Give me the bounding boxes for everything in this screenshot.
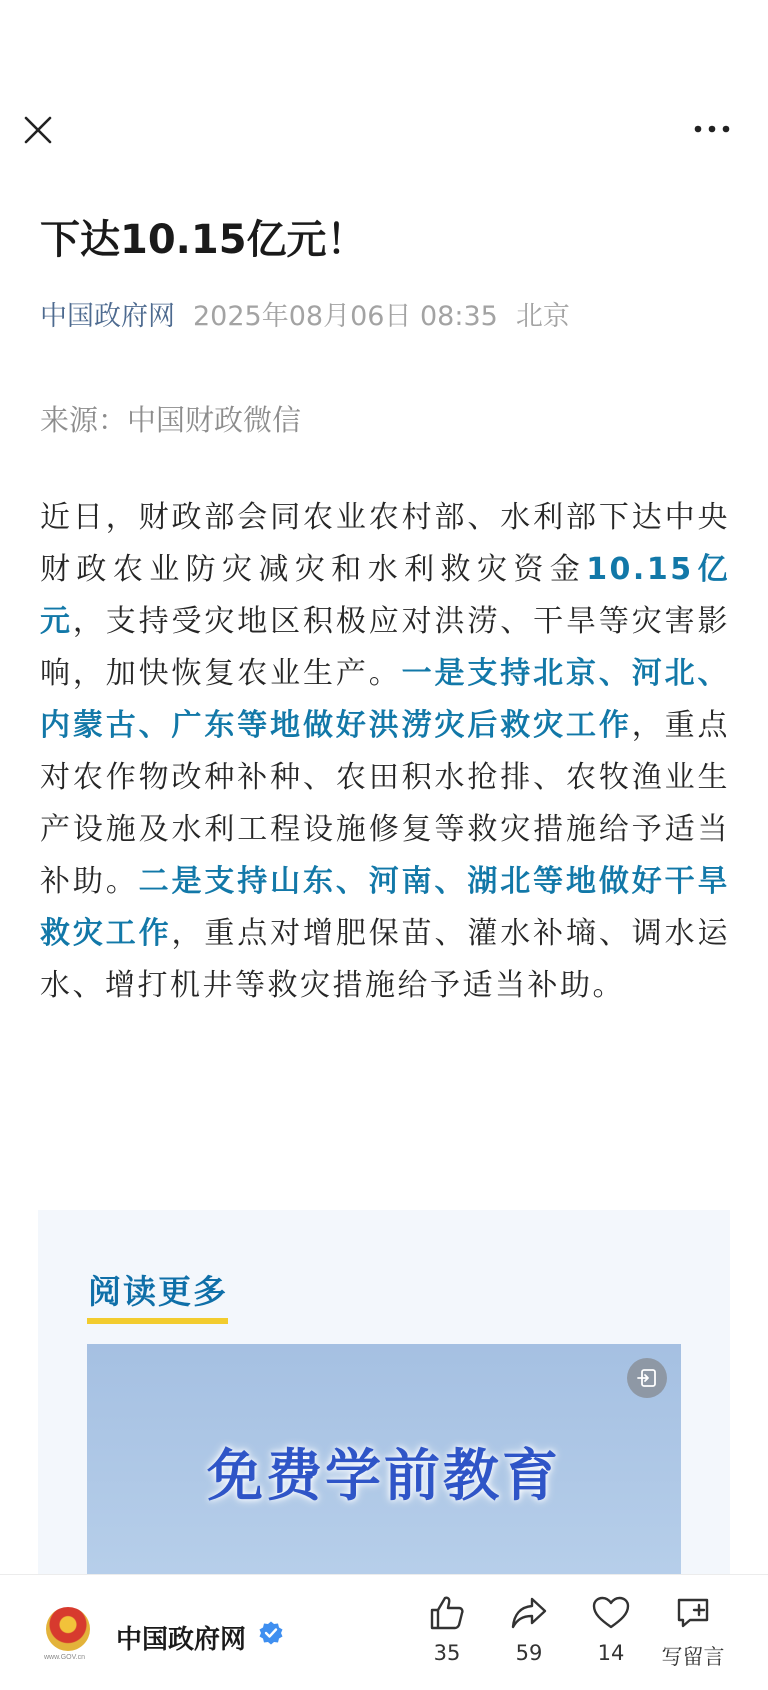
read-more-underline: [87, 1318, 228, 1324]
publish-location: 北京: [515, 301, 570, 332]
share-arrow-icon: [509, 1593, 549, 1633]
close-icon: [20, 112, 56, 148]
body-segment: ，支持受灾地区积极应对洪涝、干旱等灾害影响，加快恢复农业生产。: [40, 604, 730, 691]
read-more-card[interactable]: [87, 1344, 681, 1584]
favorite-count: 14: [597, 1641, 625, 1665]
more-icon: [690, 114, 734, 144]
article-title: 下达10.15亿元！: [40, 217, 367, 263]
body-highlight: 一是支持北京、河北、内蒙古、广东等地做好洪涝灾后救灾工作: [40, 656, 730, 743]
write-comment-label: 写留言: [661, 1645, 725, 1669]
close-button[interactable]: [20, 112, 56, 148]
body-highlight: 10.15亿元: [40, 552, 730, 639]
publisher-link[interactable]: 中国政府网: [40, 301, 175, 332]
read-more-title: 阅读更多: [88, 1272, 228, 1311]
article-meta: [40, 294, 570, 333]
top-bar: [0, 0, 768, 190]
account-name[interactable]: 中国政府网: [116, 1625, 247, 1655]
share-button[interactable]: [489, 1593, 569, 1665]
body-highlight: 二是支持山东、河南、湖北等地做好干旱救灾工作: [40, 864, 730, 951]
emblem-caption: www.GOV.cn: [44, 1654, 85, 1661]
thumbs-up-icon: [427, 1593, 467, 1633]
write-comment-button[interactable]: [653, 1593, 733, 1671]
share-count: 59: [515, 1641, 543, 1665]
body-segment: 近日，财政部会同农业农村部、水利部下达中央财政农业防灾减灾和水利救灾资金: [40, 500, 730, 587]
publish-date: 2025年08月06日 08:35: [193, 301, 498, 332]
heart-icon: [591, 1593, 631, 1633]
like-button[interactable]: [407, 1593, 487, 1665]
more-options-button[interactable]: [690, 114, 734, 144]
body-segment: ，重点对农作物改种补种、农田积水抢排、农牧渔业生产设施及水利工程设施修复等救灾措施给予适当补助。: [40, 708, 730, 899]
body-segment: ，重点对增肥保苗、灌水补墒、调水运水、增打机井等救灾措施给予适当补助。: [40, 916, 730, 1003]
open-link-icon[interactable]: [627, 1358, 667, 1398]
bottom-bar: [0, 1574, 768, 1690]
comment-add-icon: [673, 1593, 713, 1633]
article-source: 来源：中国财政微信: [40, 403, 302, 437]
read-more-card-title: 免费学前教育: [207, 1444, 561, 1509]
favorite-button[interactable]: [571, 1593, 651, 1665]
national-emblem-icon[interactable]: [46, 1607, 90, 1651]
article-body: [40, 492, 730, 1012]
like-count: 35: [433, 1641, 461, 1665]
verified-badge-icon: [258, 1620, 284, 1646]
